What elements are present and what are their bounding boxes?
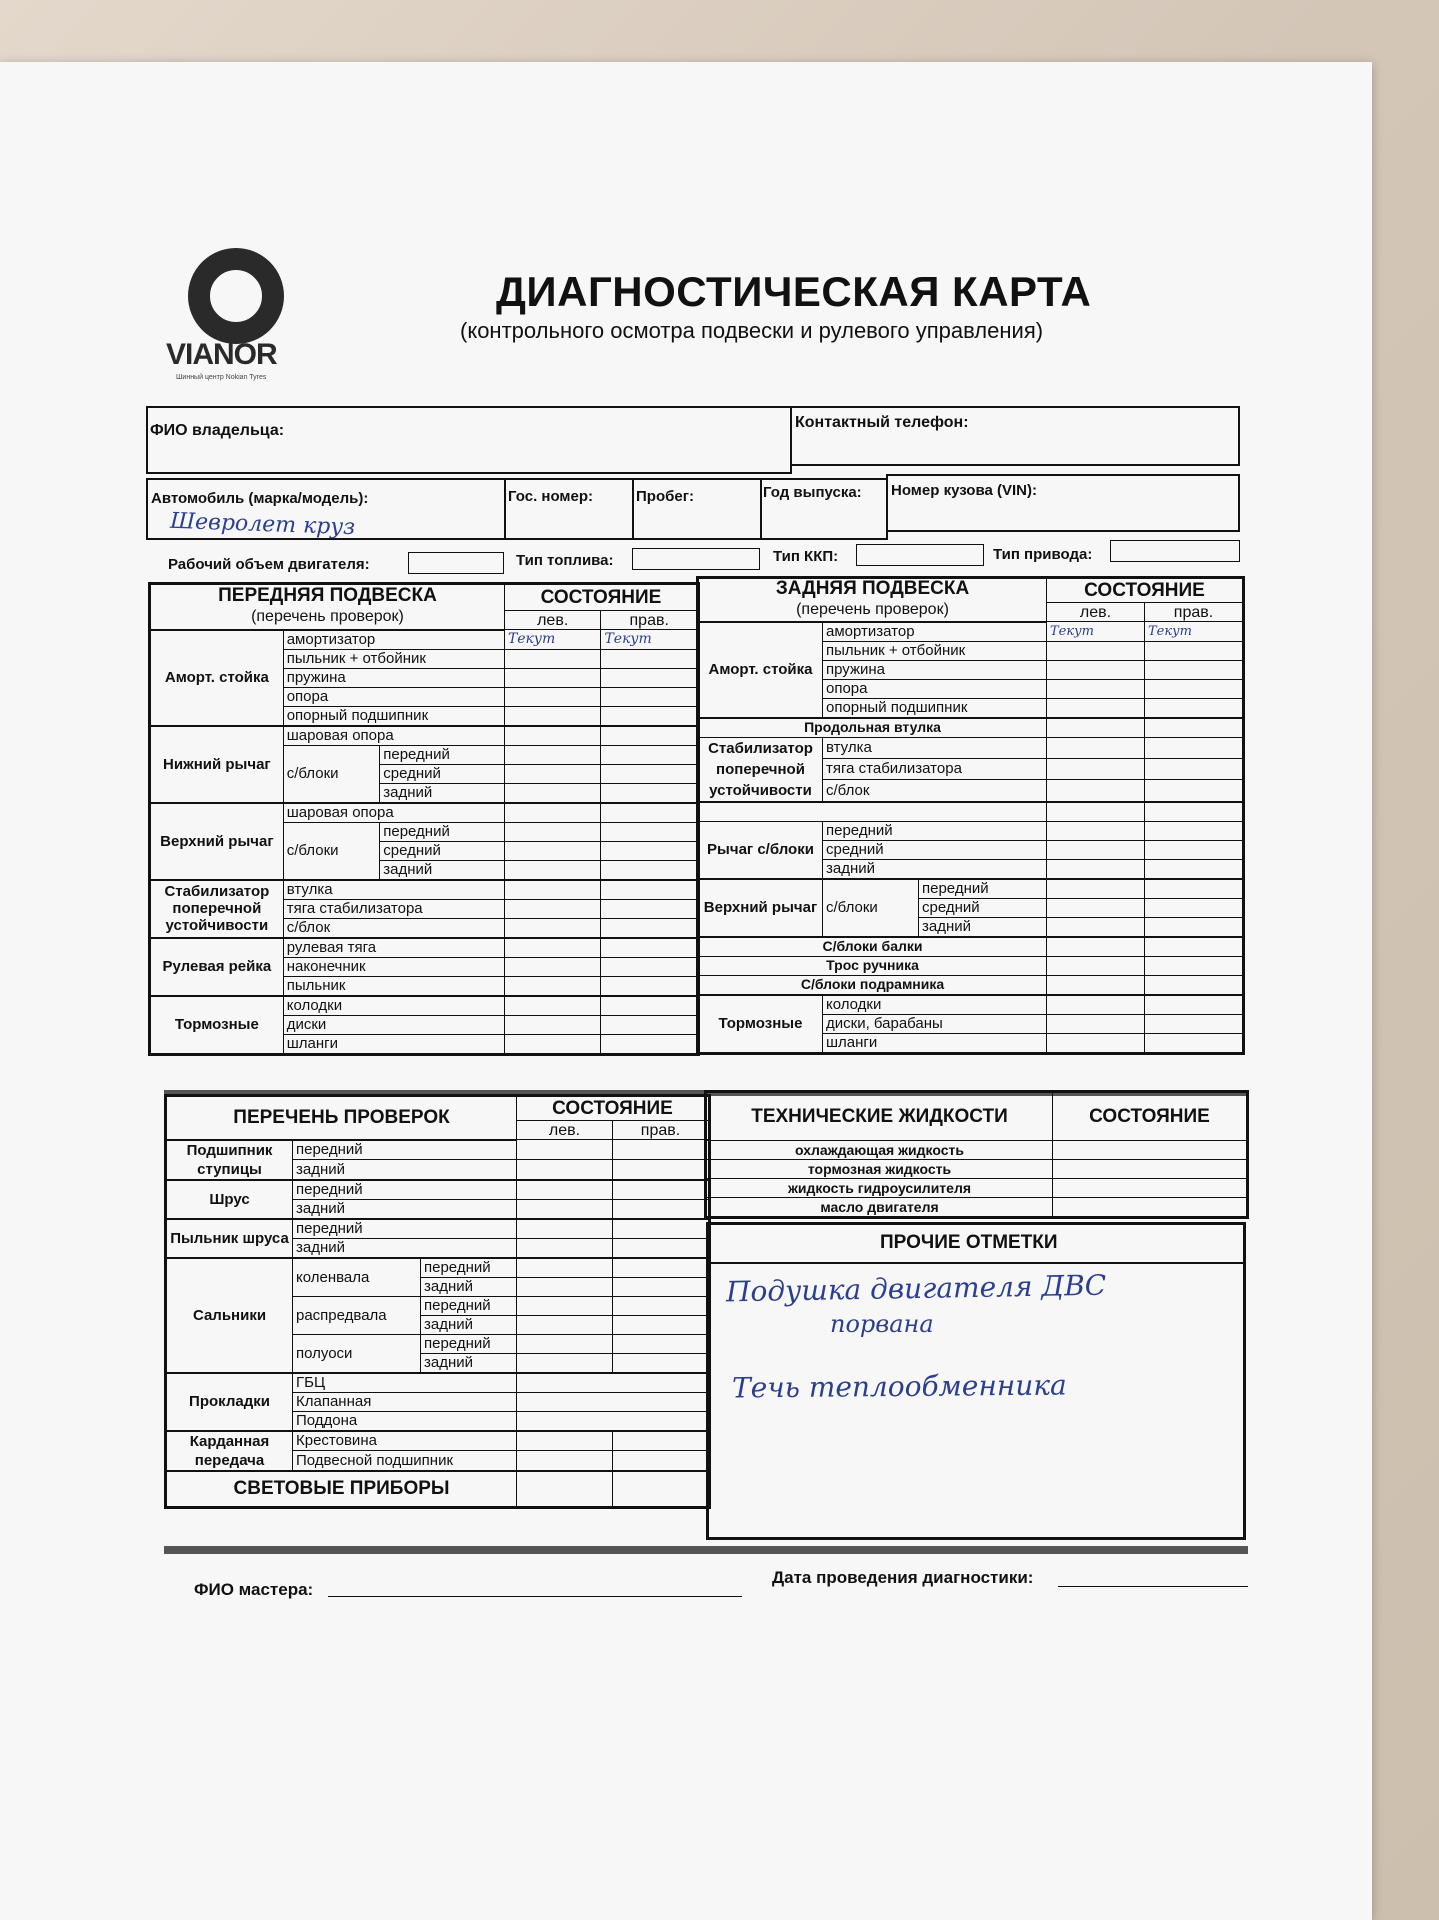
front-upper-group: Верхний рычаг xyxy=(151,803,284,880)
cell[interactable] xyxy=(601,726,698,746)
cv-item: передний xyxy=(293,1180,517,1200)
front-lower-sub: средний xyxy=(380,764,505,783)
rear-arm-group: Рычаг с/блоки xyxy=(699,821,823,879)
rear-stab-item: с/блок xyxy=(823,780,1047,802)
fuel-field[interactable] xyxy=(632,548,760,570)
cell[interactable] xyxy=(517,1451,613,1471)
cell[interactable] xyxy=(517,1238,613,1258)
gaskets-item: ГБЦ xyxy=(293,1373,517,1393)
logo-brand: VIANOR xyxy=(166,338,277,371)
cell[interactable] xyxy=(1145,718,1243,738)
rear-long-bush: Продольная втулка xyxy=(699,718,1047,738)
front-upper-sub: средний xyxy=(380,841,505,860)
cell[interactable] xyxy=(504,764,601,783)
rear-brake-item: шланги xyxy=(823,1033,1047,1052)
cell[interactable] xyxy=(1145,660,1243,679)
checks-left-header: лев. xyxy=(517,1121,613,1140)
cell[interactable] xyxy=(1145,975,1243,995)
front-upper-ball: шаровая опора xyxy=(283,803,504,823)
note-line-3: Течь теплообменника xyxy=(731,1368,1067,1405)
front-lower-sub: задний xyxy=(380,783,505,803)
logo-tagline: Шинный центр Nokian Tyres xyxy=(176,374,267,381)
gaskets-group: Прокладки xyxy=(167,1373,293,1431)
vin-label: Номер кузова (VIN): xyxy=(891,482,1037,499)
cell[interactable] xyxy=(1047,802,1145,822)
cell[interactable] xyxy=(517,1471,613,1507)
rear-beam: С/блоки балки xyxy=(699,937,1047,957)
cell[interactable] xyxy=(517,1296,613,1315)
seals-sub: передний xyxy=(421,1334,517,1353)
cell[interactable] xyxy=(517,1219,613,1239)
cell[interactable] xyxy=(601,764,698,783)
cell[interactable] xyxy=(517,1160,613,1180)
cell[interactable] xyxy=(1047,641,1145,660)
checks-state-header: СОСТОЯНИЕ xyxy=(517,1097,709,1121)
cell[interactable] xyxy=(517,1199,613,1219)
cv-group: Шрус xyxy=(167,1180,293,1219)
cell[interactable] xyxy=(1145,1033,1243,1052)
seals-sub: задний xyxy=(421,1315,517,1334)
front-brake-item: диски xyxy=(283,1015,504,1034)
rear-upper-sub: средний xyxy=(919,898,1047,917)
front-brake-item: шланги xyxy=(283,1034,504,1053)
front-title: ПЕРЕДНЯЯ ПОДВЕСКА (перечень проверок) xyxy=(151,585,505,630)
engine-field[interactable] xyxy=(408,552,504,574)
front-state-header: СОСТОЯНИЕ xyxy=(504,585,697,611)
cell[interactable] xyxy=(613,1431,709,1451)
front-steer-group: Рулевая рейка xyxy=(151,938,284,996)
rear-stab-item: тяга стабилизатора xyxy=(823,758,1047,779)
seals-sub: передний xyxy=(421,1296,517,1315)
front-strut-item: пыльник + отбойник xyxy=(283,649,504,668)
boot-item: передний xyxy=(293,1219,517,1239)
fuel-label: Тип топлива: xyxy=(516,552,614,569)
front-strut-group: Аморт. стойка xyxy=(151,630,284,726)
cell[interactable] xyxy=(1047,840,1145,859)
cell[interactable] xyxy=(601,649,698,668)
fluid-item: масло двигателя xyxy=(707,1198,1053,1217)
cell[interactable] xyxy=(601,996,698,1016)
rear-strut-item: амортизатор xyxy=(823,622,1047,642)
lights-row: СВЕТОВЫЕ ПРИБОРЫ xyxy=(167,1471,517,1507)
cardan-group: Карданная передача xyxy=(167,1431,293,1471)
rear-upper-group: Верхний рычаг xyxy=(699,879,823,937)
front-strut-item: пружина xyxy=(283,668,504,687)
cell[interactable] xyxy=(1053,1160,1247,1179)
fluid-item: охлаждающая жидкость xyxy=(707,1141,1053,1160)
seals-sub: задний xyxy=(421,1353,517,1373)
cell[interactable] xyxy=(504,822,601,841)
cell[interactable] xyxy=(601,860,698,880)
master-label: ФИО мастера: xyxy=(194,1580,314,1599)
cell[interactable] xyxy=(1145,821,1243,840)
hub-item: передний xyxy=(293,1140,517,1160)
cell[interactable] xyxy=(1047,679,1145,698)
cell[interactable] xyxy=(517,1373,709,1393)
front-strut-item: опора xyxy=(283,687,504,706)
cell[interactable] xyxy=(517,1180,613,1200)
rear-empty-row xyxy=(699,802,1047,822)
vianor-logo-icon xyxy=(188,248,284,344)
cell[interactable] xyxy=(601,668,698,687)
rear-right-header: прав. xyxy=(1145,603,1243,622)
cell[interactable] xyxy=(1047,780,1145,802)
fluids-state-header: СОСТОЯНИЕ xyxy=(1053,1093,1247,1141)
date-line[interactable] xyxy=(1058,1586,1248,1587)
rear-upper-sb: с/блоки xyxy=(823,879,919,937)
boot-item: задний xyxy=(293,1238,517,1258)
front-suspension-table xyxy=(150,584,698,1054)
cell[interactable] xyxy=(504,957,601,976)
seals-crank: коленвала xyxy=(293,1258,421,1297)
cell[interactable] xyxy=(1145,737,1243,758)
cell[interactable] xyxy=(1047,1033,1145,1052)
cell[interactable] xyxy=(1047,758,1145,779)
page-subtitle: (контрольного осмотра подвески и рулевого управления) xyxy=(460,318,1044,343)
master-line[interactable] xyxy=(328,1596,742,1597)
cell[interactable] xyxy=(504,649,601,668)
rear-subframe: С/блоки подрамника xyxy=(699,975,1047,995)
rear-brake-item: колодки xyxy=(823,995,1047,1015)
rear-strut-item: пыльник + отбойник xyxy=(823,641,1047,660)
cell[interactable] xyxy=(613,1140,709,1160)
cell[interactable] xyxy=(601,706,698,726)
rear-cable: Трос ручника xyxy=(699,956,1047,975)
cell[interactable] xyxy=(504,899,601,918)
cell[interactable] xyxy=(613,1238,709,1258)
front-steer-item: пыльник xyxy=(283,976,504,996)
cell[interactable] xyxy=(517,1411,709,1431)
cell[interactable] xyxy=(1145,879,1243,899)
cell[interactable] xyxy=(601,938,698,958)
cell[interactable] xyxy=(613,1471,709,1507)
cell[interactable] xyxy=(504,1015,601,1034)
cell[interactable] xyxy=(517,1258,613,1278)
front-upper-sub: задний xyxy=(380,860,505,880)
cell[interactable] xyxy=(1047,821,1145,840)
cell[interactable] xyxy=(504,1034,601,1053)
cell[interactable] xyxy=(601,841,698,860)
owner-name-field[interactable] xyxy=(146,406,792,474)
cell[interactable] xyxy=(504,880,601,900)
rear-strut-item: пружина xyxy=(823,660,1047,679)
cell[interactable] xyxy=(613,1334,709,1353)
note-line-1: Подушка двигателя ДВС xyxy=(725,1268,1107,1309)
owner-name-label: ФИО владельца: xyxy=(150,422,285,439)
front-lower-sub: передний xyxy=(380,745,505,764)
front-stab-item: втулка xyxy=(283,880,504,900)
cell[interactable] xyxy=(1145,898,1243,917)
bottom-divider xyxy=(164,1546,1248,1554)
cardan-item: Крестовина xyxy=(293,1431,517,1451)
cell[interactable] xyxy=(504,860,601,880)
cell[interactable] xyxy=(601,1015,698,1034)
rear-suspension-table xyxy=(698,578,1243,1053)
date-label: Дата проведения диагностики: xyxy=(772,1568,1034,1587)
rear-strut-left-cell[interactable]: Текут xyxy=(1047,622,1145,642)
rear-title: ЗАДНЯЯ ПОДВЕСКА (перечень проверок) xyxy=(699,579,1047,622)
cell[interactable] xyxy=(504,687,601,706)
rear-strut-item: опора xyxy=(823,679,1047,698)
cell[interactable] xyxy=(1047,718,1145,738)
hub-group: Подшипник ступицы xyxy=(167,1140,293,1180)
seals-cam: распредвала xyxy=(293,1296,421,1334)
cell[interactable] xyxy=(601,957,698,976)
rear-stab-item: втулка xyxy=(823,737,1047,758)
checks-title: ПЕРЕЧЕНЬ ПРОВЕРОК xyxy=(167,1097,517,1140)
front-stab-item: с/блок xyxy=(283,918,504,938)
front-lower-group: Нижний рычаг xyxy=(151,726,284,803)
owner-phone-label: Контактный телефон: xyxy=(795,414,969,431)
boot-group: Пыльник шруса xyxy=(167,1219,293,1258)
gearbox-label: Тип ККП: xyxy=(773,548,839,565)
cell[interactable] xyxy=(1053,1198,1247,1217)
gaskets-item: Клапанная xyxy=(293,1392,517,1411)
seals-axle: полуоси xyxy=(293,1334,421,1373)
front-strut-item: амортизатор xyxy=(283,630,504,650)
cell[interactable] xyxy=(601,803,698,823)
engine-label: Рабочий объем двигателя: xyxy=(168,556,370,573)
rear-arm-item: задний xyxy=(823,859,1047,879)
front-brake-item: колодки xyxy=(283,996,504,1016)
cell[interactable] xyxy=(613,1258,709,1278)
rear-stab-group: Стабилизатор поперечной устойчивости xyxy=(699,737,823,802)
rear-arm-item: средний xyxy=(823,840,1047,859)
front-strut-right-cell[interactable]: Текут xyxy=(601,630,698,650)
fluid-item: жидкость гидроусилителя xyxy=(707,1179,1053,1198)
cell[interactable] xyxy=(613,1199,709,1219)
cell[interactable] xyxy=(613,1180,709,1200)
seals-group: Сальники xyxy=(167,1258,293,1373)
cell[interactable] xyxy=(601,822,698,841)
cell[interactable] xyxy=(1047,898,1145,917)
fluid-item: тормозная жидкость xyxy=(707,1160,1053,1179)
front-lower-sb: с/блоки xyxy=(283,745,380,803)
cell[interactable] xyxy=(613,1219,709,1239)
front-upper-sub: передний xyxy=(380,822,505,841)
cell[interactable] xyxy=(504,918,601,938)
cell[interactable] xyxy=(1145,802,1243,822)
cell[interactable] xyxy=(601,783,698,803)
cell[interactable] xyxy=(1145,859,1243,879)
front-stab-group: Стабилизатор поперечной устойчивости xyxy=(151,880,284,938)
rear-state-header: СОСТОЯНИЕ xyxy=(1047,579,1243,603)
cell[interactable] xyxy=(517,1353,613,1373)
rear-brake-group: Тормозные xyxy=(699,995,823,1053)
cell[interactable] xyxy=(504,783,601,803)
cell[interactable] xyxy=(504,976,601,996)
cell[interactable] xyxy=(1047,859,1145,879)
front-right-header: прав. xyxy=(601,611,698,630)
cell[interactable] xyxy=(517,1140,613,1160)
note-line-2: порвана xyxy=(830,1310,934,1338)
cell[interactable] xyxy=(601,687,698,706)
cell[interactable] xyxy=(1047,737,1145,758)
cell[interactable] xyxy=(1145,1014,1243,1033)
cell[interactable] xyxy=(517,1315,613,1334)
hub-item: задний xyxy=(293,1160,517,1180)
cell[interactable] xyxy=(1145,995,1243,1015)
seals-sub: передний xyxy=(421,1258,517,1278)
front-stab-item: тяга стабилизатора xyxy=(283,899,504,918)
year-label: Год выпуска: xyxy=(763,484,862,501)
cell[interactable] xyxy=(517,1431,613,1451)
cell[interactable] xyxy=(601,918,698,938)
cell[interactable] xyxy=(613,1353,709,1373)
front-steer-item: наконечник xyxy=(283,957,504,976)
rear-arm-item: передний xyxy=(823,821,1047,840)
cell[interactable] xyxy=(1145,937,1243,957)
rear-brake-item: диски, барабаны xyxy=(823,1014,1047,1033)
rear-strut-group: Аморт. стойка xyxy=(699,622,823,718)
cell[interactable] xyxy=(504,996,601,1016)
cell[interactable] xyxy=(1047,937,1145,957)
cell[interactable] xyxy=(1047,698,1145,718)
cell[interactable] xyxy=(613,1315,709,1334)
cell[interactable] xyxy=(601,880,698,900)
cell[interactable] xyxy=(1145,956,1243,975)
cell[interactable] xyxy=(1145,698,1243,718)
cell[interactable] xyxy=(504,841,601,860)
cell[interactable] xyxy=(517,1334,613,1353)
checks-right-header: прав. xyxy=(613,1121,709,1140)
front-strut-left-cell[interactable]: Текут xyxy=(504,630,601,650)
mileage-label: Пробег: xyxy=(636,488,694,505)
car-model-label: Автомобиль (марка/модель): xyxy=(151,490,369,507)
drive-label: Тип привода: xyxy=(993,546,1093,563)
cv-item: задний xyxy=(293,1199,517,1219)
rear-upper-sub: задний xyxy=(919,917,1047,937)
cell[interactable] xyxy=(504,726,601,746)
notes-title: ПРОЧИЕ ОТМЕТКИ xyxy=(880,1232,1058,1253)
cell[interactable] xyxy=(613,1277,709,1296)
cell[interactable] xyxy=(601,899,698,918)
cell[interactable] xyxy=(1047,879,1145,899)
rear-strut-item: опорный подшипник xyxy=(823,698,1047,718)
cell[interactable] xyxy=(517,1277,613,1296)
cell[interactable] xyxy=(1047,995,1145,1015)
cell[interactable] xyxy=(1047,956,1145,975)
cell[interactable] xyxy=(1047,975,1145,995)
front-brake-group: Тормозные xyxy=(151,996,284,1054)
rear-upper-sub: передний xyxy=(919,879,1047,899)
drive-field[interactable] xyxy=(1110,540,1240,562)
cell[interactable] xyxy=(1145,679,1243,698)
cell[interactable] xyxy=(1053,1141,1247,1160)
front-lower-ball: шаровая опора xyxy=(283,726,504,746)
rear-strut-right-cell[interactable]: Текут xyxy=(1145,622,1243,642)
checks-table xyxy=(166,1096,709,1507)
plate-label: Гос. номер: xyxy=(508,488,594,505)
gearbox-field[interactable] xyxy=(856,544,984,566)
notes-header-rule xyxy=(706,1262,1246,1264)
fluids-table xyxy=(706,1092,1247,1217)
cell[interactable] xyxy=(613,1451,709,1471)
cell[interactable] xyxy=(613,1296,709,1315)
cell[interactable] xyxy=(1145,840,1243,859)
cell[interactable] xyxy=(601,1034,698,1053)
page-title: ДИАГНОСТИЧЕСКАЯ КАРТА xyxy=(496,268,1092,315)
cell[interactable] xyxy=(504,938,601,958)
cell[interactable] xyxy=(504,745,601,764)
cardan-item: Подвесной подшипник xyxy=(293,1451,517,1471)
cell[interactable] xyxy=(1047,660,1145,679)
fluids-title: ТЕХНИЧЕСКИЕ ЖИДКОСТИ xyxy=(707,1093,1053,1141)
cell[interactable] xyxy=(517,1392,709,1411)
cell[interactable] xyxy=(601,976,698,996)
cell[interactable] xyxy=(504,803,601,823)
cell[interactable] xyxy=(1047,1014,1145,1033)
front-left-header: лев. xyxy=(504,611,601,630)
cell[interactable] xyxy=(613,1160,709,1180)
cell[interactable] xyxy=(1145,758,1243,779)
front-steer-item: рулевая тяга xyxy=(283,938,504,958)
front-strut-item: опорный подшипник xyxy=(283,706,504,726)
cell[interactable] xyxy=(1053,1179,1247,1198)
front-upper-sb: с/блоки xyxy=(283,822,380,880)
gaskets-item: Поддона xyxy=(293,1411,517,1431)
rear-left-header: лев. xyxy=(1047,603,1145,622)
cell[interactable] xyxy=(1145,641,1243,660)
cell[interactable] xyxy=(601,745,698,764)
cell[interactable] xyxy=(1145,917,1243,937)
cell[interactable] xyxy=(504,706,601,726)
seals-sub: задний xyxy=(421,1277,517,1296)
cell[interactable] xyxy=(1047,917,1145,937)
cell[interactable] xyxy=(1145,780,1243,802)
cell[interactable] xyxy=(504,668,601,687)
car-model-value: Шевролет круз xyxy=(169,508,356,541)
